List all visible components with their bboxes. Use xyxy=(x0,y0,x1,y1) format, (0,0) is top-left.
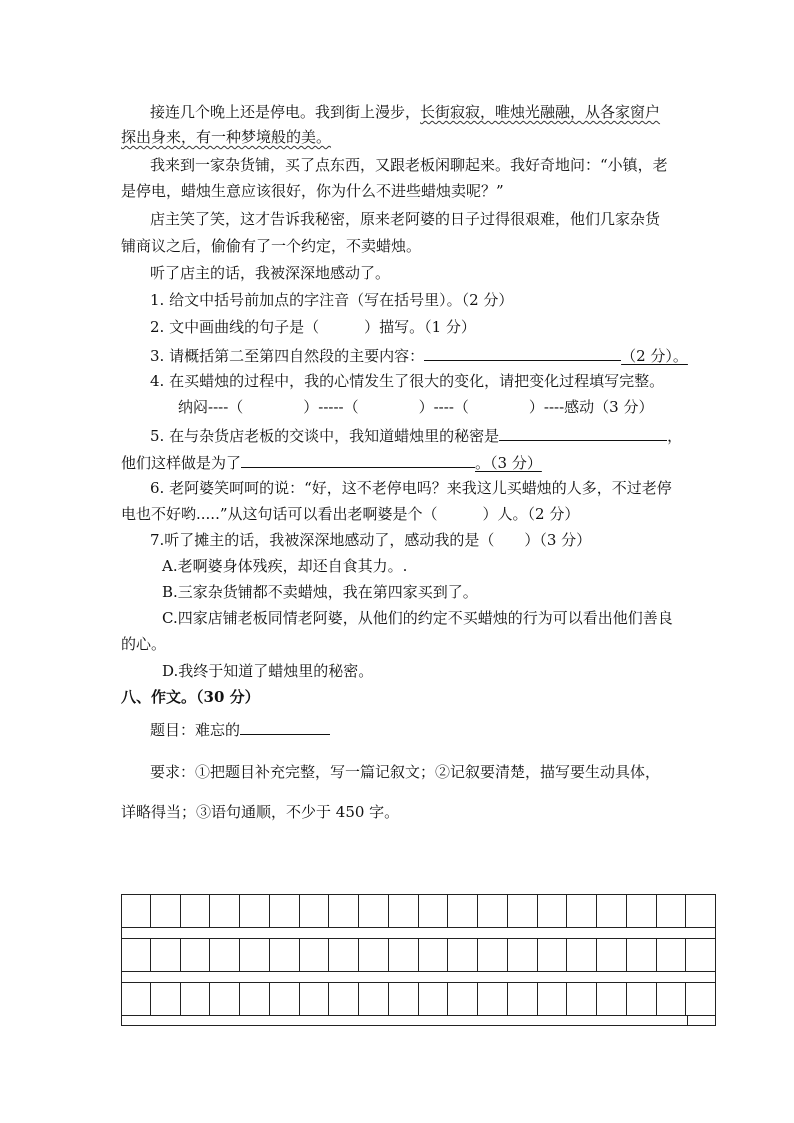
grid-cell[interactable] xyxy=(567,939,597,971)
grid-cell[interactable] xyxy=(300,939,330,971)
question-5-line2-prefix: 他们这样做是为了 xyxy=(121,454,242,472)
wavy-underlined-sentence: 长街寂寂，唯烛光融融，从各家窗户 xyxy=(420,103,661,121)
grid-cell[interactable] xyxy=(686,939,716,971)
composition-title-prefix: 题目：难忘的 xyxy=(150,721,241,739)
grid-cell[interactable] xyxy=(657,895,687,927)
composition-title-line xyxy=(150,719,330,739)
composition-requirements: 要求：①把题目补充完整，写一篇记叙文；②记叙要清楚，描写要生动具体， xyxy=(150,763,661,781)
grid-cell[interactable] xyxy=(300,983,330,1015)
question-7-option-b[interactable]: B.三家杂货铺都不卖蜡烛，我在第四家买到了。 xyxy=(162,583,478,601)
grid-cell[interactable] xyxy=(538,939,568,971)
grid-cell[interactable] xyxy=(627,983,657,1015)
composition-heading: 八、作文。（30 分） xyxy=(121,688,260,706)
grid-cell[interactable] xyxy=(686,983,716,1015)
grid-cell[interactable] xyxy=(240,895,270,927)
grid-cell[interactable] xyxy=(538,895,568,927)
grid-cell[interactable] xyxy=(448,939,478,971)
question-5-cont xyxy=(121,452,542,472)
wavy-underlined-sentence-cont: 探出身来，有一种梦境般的美。 xyxy=(121,128,332,146)
question-3-suffix: （2 分）。 xyxy=(621,347,688,365)
grid-row-gap xyxy=(121,928,716,938)
grid-cell[interactable] xyxy=(329,939,359,971)
grid-cell[interactable] xyxy=(240,939,270,971)
grid-cell[interactable] xyxy=(419,983,449,1015)
grid-cell[interactable] xyxy=(657,983,687,1015)
question-7-option-c[interactable]: C.四家店铺老板同情老阿婆，从他们的约定不买蜡烛的行为可以看出他们善良 xyxy=(162,609,673,627)
grid-cell[interactable] xyxy=(359,895,389,927)
grid-cell[interactable] xyxy=(121,983,151,1015)
grid-cell[interactable] xyxy=(538,983,568,1015)
question-4: 4. 在买蜡烛的过程中，我的心情发生了很大的变化，请把变化过程填写完整。 xyxy=(150,372,665,390)
grid-cell[interactable] xyxy=(597,983,627,1015)
grid-cell[interactable] xyxy=(151,939,181,971)
grid-cell[interactable] xyxy=(210,895,240,927)
question-7: 7.听了摊主的话，我被深深地感动了，感动我的是（ ）（3 分） xyxy=(150,531,592,549)
grid-cell[interactable] xyxy=(419,939,449,971)
grid-cell[interactable] xyxy=(329,895,359,927)
grid-cell[interactable] xyxy=(181,983,211,1015)
composition-title-blank[interactable] xyxy=(240,719,330,735)
grid-cell[interactable] xyxy=(419,895,449,927)
grid-cell[interactable] xyxy=(181,895,211,927)
grid-cell[interactable] xyxy=(270,939,300,971)
grid-cell[interactable] xyxy=(686,895,716,927)
grid-cell[interactable] xyxy=(359,983,389,1015)
grid-cell[interactable] xyxy=(210,939,240,971)
grid-row xyxy=(121,938,716,972)
question-3-answer-blank[interactable] xyxy=(424,345,621,361)
question-6-cont: 电也不好哟.....”从这句话可以看出老啊婆是个（ ）人。（2 分） xyxy=(121,505,580,523)
grid-cell[interactable] xyxy=(597,895,627,927)
grid-row-gap xyxy=(121,972,716,982)
grid-cell[interactable] xyxy=(210,983,240,1015)
grid-cell[interactable] xyxy=(508,895,538,927)
grid-cell[interactable] xyxy=(567,895,597,927)
grid-cell[interactable] xyxy=(329,983,359,1015)
question-5 xyxy=(150,425,682,445)
question-3-prefix: 3. 请概括第二至第四自然段的主要内容： xyxy=(150,347,425,365)
question-4-chain: 纳闷----（ ）-----（ ）----（ ）----感动（3 分） xyxy=(178,398,654,416)
grid-cell[interactable] xyxy=(151,983,181,1015)
passage-paragraph-1-cont xyxy=(121,128,331,146)
grid-cell[interactable] xyxy=(657,939,687,971)
grid-cell[interactable] xyxy=(478,983,508,1015)
question-2: 2. 文中画曲线的句子是（ ）描写。（1 分） xyxy=(150,318,476,336)
grid-cell[interactable] xyxy=(627,939,657,971)
question-5-prefix: 5. 在与杂货店老板的交谈中，我知道蜡烛里的秘密是 xyxy=(150,427,500,445)
passage-paragraph-2: 我来到一家杂货铺，买了点东西，又跟老板闲聊起来。我好奇地问：“小镇，老 xyxy=(150,156,668,174)
grid-cell[interactable] xyxy=(627,895,657,927)
grid-cell[interactable] xyxy=(359,939,389,971)
grid-cell[interactable] xyxy=(389,895,419,927)
grid-cell[interactable] xyxy=(448,895,478,927)
grid-cell[interactable] xyxy=(121,939,151,971)
passage-paragraph-4: 听了店主的话，我被深深地感动了。 xyxy=(150,264,391,282)
question-5-answer-blank-1[interactable] xyxy=(499,425,667,441)
writing-grid[interactable] xyxy=(121,894,716,1024)
passage-p1-text: 接连几个晚上还是停电。我到街上漫步， xyxy=(150,103,421,121)
question-1: 1. 给文中括号前加点的字注音（写在括号里）。（2 分） xyxy=(150,291,514,309)
grid-cell[interactable] xyxy=(300,895,330,927)
question-5-answer-blank-2[interactable] xyxy=(241,452,475,468)
question-5-comma: ， xyxy=(667,427,683,445)
question-7-option-a[interactable]: A.老啊婆身体残疾，却还自食其力。. xyxy=(162,557,408,575)
passage-paragraph-2-cont: 是停电，蜡烛生意应该很好，你为什么不进些蜡烛卖呢？” xyxy=(121,182,504,200)
grid-row xyxy=(121,894,716,928)
grid-cell[interactable] xyxy=(478,895,508,927)
question-7-option-c-cont: 的心。 xyxy=(121,635,167,653)
passage-paragraph-3: 店主笑了笑，这才告诉我秘密，原来老阿婆的日子过得很艰难，他们几家杂货 xyxy=(150,210,661,228)
grid-row-gap xyxy=(121,1016,716,1026)
question-3 xyxy=(150,345,688,365)
composition-requirements-cont: 详略得当；③语句通顺，不少于 450 字。 xyxy=(121,803,400,821)
grid-cell[interactable] xyxy=(389,939,419,971)
question-7-option-d[interactable]: D.我终于知道了蜡烛里的秘密。 xyxy=(162,662,374,680)
question-5-suffix: 。（3 分） xyxy=(475,454,542,472)
grid-cell[interactable] xyxy=(508,983,538,1015)
grid-row xyxy=(121,982,716,1016)
grid-cell[interactable] xyxy=(567,983,597,1015)
passage-paragraph-3-cont: 铺商议之后，偷偷有了一个约定，不卖蜡烛。 xyxy=(121,237,422,255)
grid-cell[interactable] xyxy=(240,983,270,1015)
grid-cell[interactable] xyxy=(270,983,300,1015)
grid-cell[interactable] xyxy=(389,983,419,1015)
grid-cell[interactable] xyxy=(181,939,211,971)
grid-cell[interactable] xyxy=(448,983,478,1015)
grid-cell[interactable] xyxy=(121,895,151,927)
question-6: 6. 老阿婆笑呵呵的说：“好，这不老停电吗？来我这儿买蜡烛的人多，不过老停 xyxy=(150,479,672,497)
grid-cell[interactable] xyxy=(270,895,300,927)
grid-gap-tick xyxy=(687,1016,688,1025)
grid-cell[interactable] xyxy=(597,939,627,971)
grid-cell[interactable] xyxy=(508,939,538,971)
passage-paragraph-1 xyxy=(150,103,660,121)
grid-cell[interactable] xyxy=(478,939,508,971)
grid-cell[interactable] xyxy=(151,895,181,927)
